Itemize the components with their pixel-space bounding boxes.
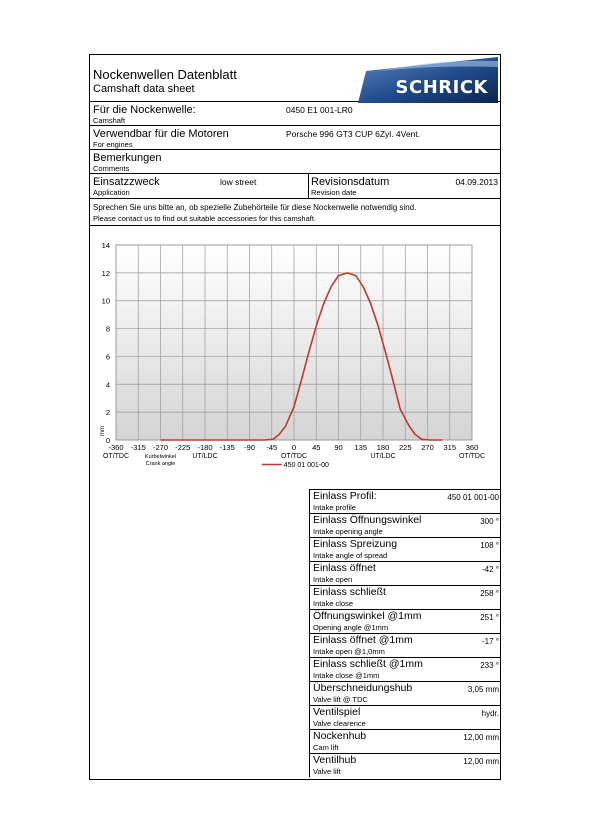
application-value: low street [220,177,257,187]
spec-label: Öffnungswinkel @1mm [313,610,422,622]
y-tick-label: 0 [105,436,110,445]
engines-value: Porsche 996 GT3 CUP 6Zyl. 4Vent. [286,129,421,139]
spec-row [309,537,501,561]
spec-row [309,489,501,513]
spec-label: Einlass schließt @1mm [313,658,423,670]
revision-sublabel: Revision date [311,188,357,197]
y-tick-label: 8 [105,324,110,334]
application-divider [308,174,309,198]
camshaft-label: Für die Nockenwelle: [93,104,196,116]
x-tick-label: -360 [108,443,124,452]
valve-lift-chart [90,237,500,475]
y-tick-label: 6 [105,352,110,362]
schrick-logo [358,57,498,103]
spec-value: hydr. [481,709,499,718]
y-tick-label: 2 [105,408,110,418]
spec-label: Einlass Spreizung [313,538,398,550]
spec-sublabel: Intake angle of spread [313,551,388,560]
x-tick-label: -225 [175,443,191,452]
spec-label: Einlass öffnet @1mm [313,634,413,646]
spec-table [309,489,501,777]
spec-value: 258 ° [480,589,499,598]
spec-value: 233 ° [480,661,499,670]
spec-label: Nockenhub [313,730,367,742]
application-sublabel: Application [93,188,130,197]
spec-row [309,609,501,633]
spec-sublabel: Intake profile [313,503,356,512]
engines-row [90,126,500,150]
x-tick-label: 225 [398,443,412,452]
x-tick-label: 270 [421,443,434,452]
spec-label: Einlass schließt [313,586,386,598]
y-tick-label: 14 [101,241,110,250]
spec-row [309,753,501,777]
spec-value: 108 ° [480,541,499,550]
x-tick-label: 90 [334,443,343,452]
spec-label: Ventilhub [313,754,357,766]
spec-sublabel: Intake close [313,599,354,608]
x-axis-label-en: Crank angle [145,461,176,467]
x-sublabel: OT/TDC [280,453,308,460]
remarks-label: Bemerkungen [93,152,162,164]
y-tick-label: 10 [101,296,110,306]
spec-value: -42 ° [482,565,499,574]
x-tick-label: 360 [465,443,479,452]
x-tick-label: -270 [152,443,169,452]
x-tick-label: 0 [291,443,297,452]
spec-sublabel: Intake open @1,0mm [313,647,385,656]
x-sublabel: OT/TDC [102,453,130,460]
spec-row [309,513,501,537]
spec-row [309,633,501,657]
camshaft-sublabel: Camshaft [93,116,126,125]
camshaft-row [90,102,500,126]
application-label: Einsatzzweck [93,176,160,188]
y-tick-label: 4 [105,380,110,390]
engines-sublabel: For engines [93,140,133,149]
revision-value: 04.09.2013 [455,177,498,187]
y-tick-label: 12 [101,268,110,278]
application-row [90,174,500,199]
contact-text-en: Please contact us to find out suitable accessories for this camshaft. [93,214,317,223]
spec-value: 450 01 001-00 [447,493,499,502]
x-tick-label: 45 [312,443,321,452]
camshaft-value: 0450 E1 001-LR0 [286,105,353,115]
spec-row [309,561,501,585]
spec-label: Einlass Öffnungswinkel [313,514,422,526]
page-subtitle: Camshaft data sheet [93,83,195,95]
x-tick-label: 135 [354,443,368,452]
spec-label: Einlass öffnet [313,562,376,574]
contact-row [90,199,500,226]
revision-label: Revisionsdatum [311,176,390,188]
spec-sublabel: Cam lift [313,743,339,752]
spec-row [309,585,501,609]
spec-value: 251 ° [480,613,499,622]
x-axis-label: Kurbelwinkel [144,454,177,460]
remarks-row [90,150,500,174]
x-tick-label: -315 [130,443,146,452]
spec-sublabel: Opening angle @1mm [313,623,389,632]
spec-sublabel: Valve lift @ TDC [313,695,368,704]
chart-svg [90,237,500,475]
x-tick-label: -45 [266,443,278,452]
x-tick-label: -180 [197,443,213,452]
x-tick-label: -90 [244,443,255,452]
x-tick-label: 180 [376,443,390,452]
spec-row [309,705,501,729]
spec-sublabel: Valve clearence [313,719,366,728]
spec-value: -17 ° [482,637,499,646]
x-sublabel: UT/LDC [192,453,218,460]
x-sublabel: OT/TDC [458,453,486,460]
page-title: Nockenwellen Datenblatt [93,67,237,82]
x-tick-label: -135 [219,443,235,452]
spec-sublabel: Intake open [313,575,353,584]
remarks-sublabel: Comments [93,164,130,173]
spec-sublabel: Intake close @1mm [313,671,380,680]
spec-label: Überschneidungshub [313,682,413,694]
spec-row [309,729,501,753]
header-row [90,55,500,102]
datasheet [89,54,501,780]
spec-label: Einlass Profil: [313,490,377,502]
spec-value: 12,00 mm [463,733,499,742]
spec-row [309,657,501,681]
spec-value: 3,05 mm [467,685,499,694]
spec-row [309,681,501,705]
spec-value: 300 ° [480,517,499,526]
x-tick-label: 315 [443,443,457,452]
contact-text-de: Sprechen Sie uns bitte an, ob spezielle Zubehörteile für diese Nockenwelle notwendig sind. [93,203,417,212]
x-sublabel: UT/LDC [370,453,396,460]
spec-sublabel: Valve lift [313,767,341,776]
legend-label: 450 01 001-00 [283,462,329,469]
spec-label: Ventilspiel [313,706,361,718]
spec-value: 12,00 mm [463,757,499,766]
engines-label: Verwendbar für die Motoren [93,128,229,140]
logo-text: SCHRICK [395,77,488,98]
spec-sublabel: Intake opening angle [313,527,383,536]
y-axis-label: mm [100,426,106,436]
